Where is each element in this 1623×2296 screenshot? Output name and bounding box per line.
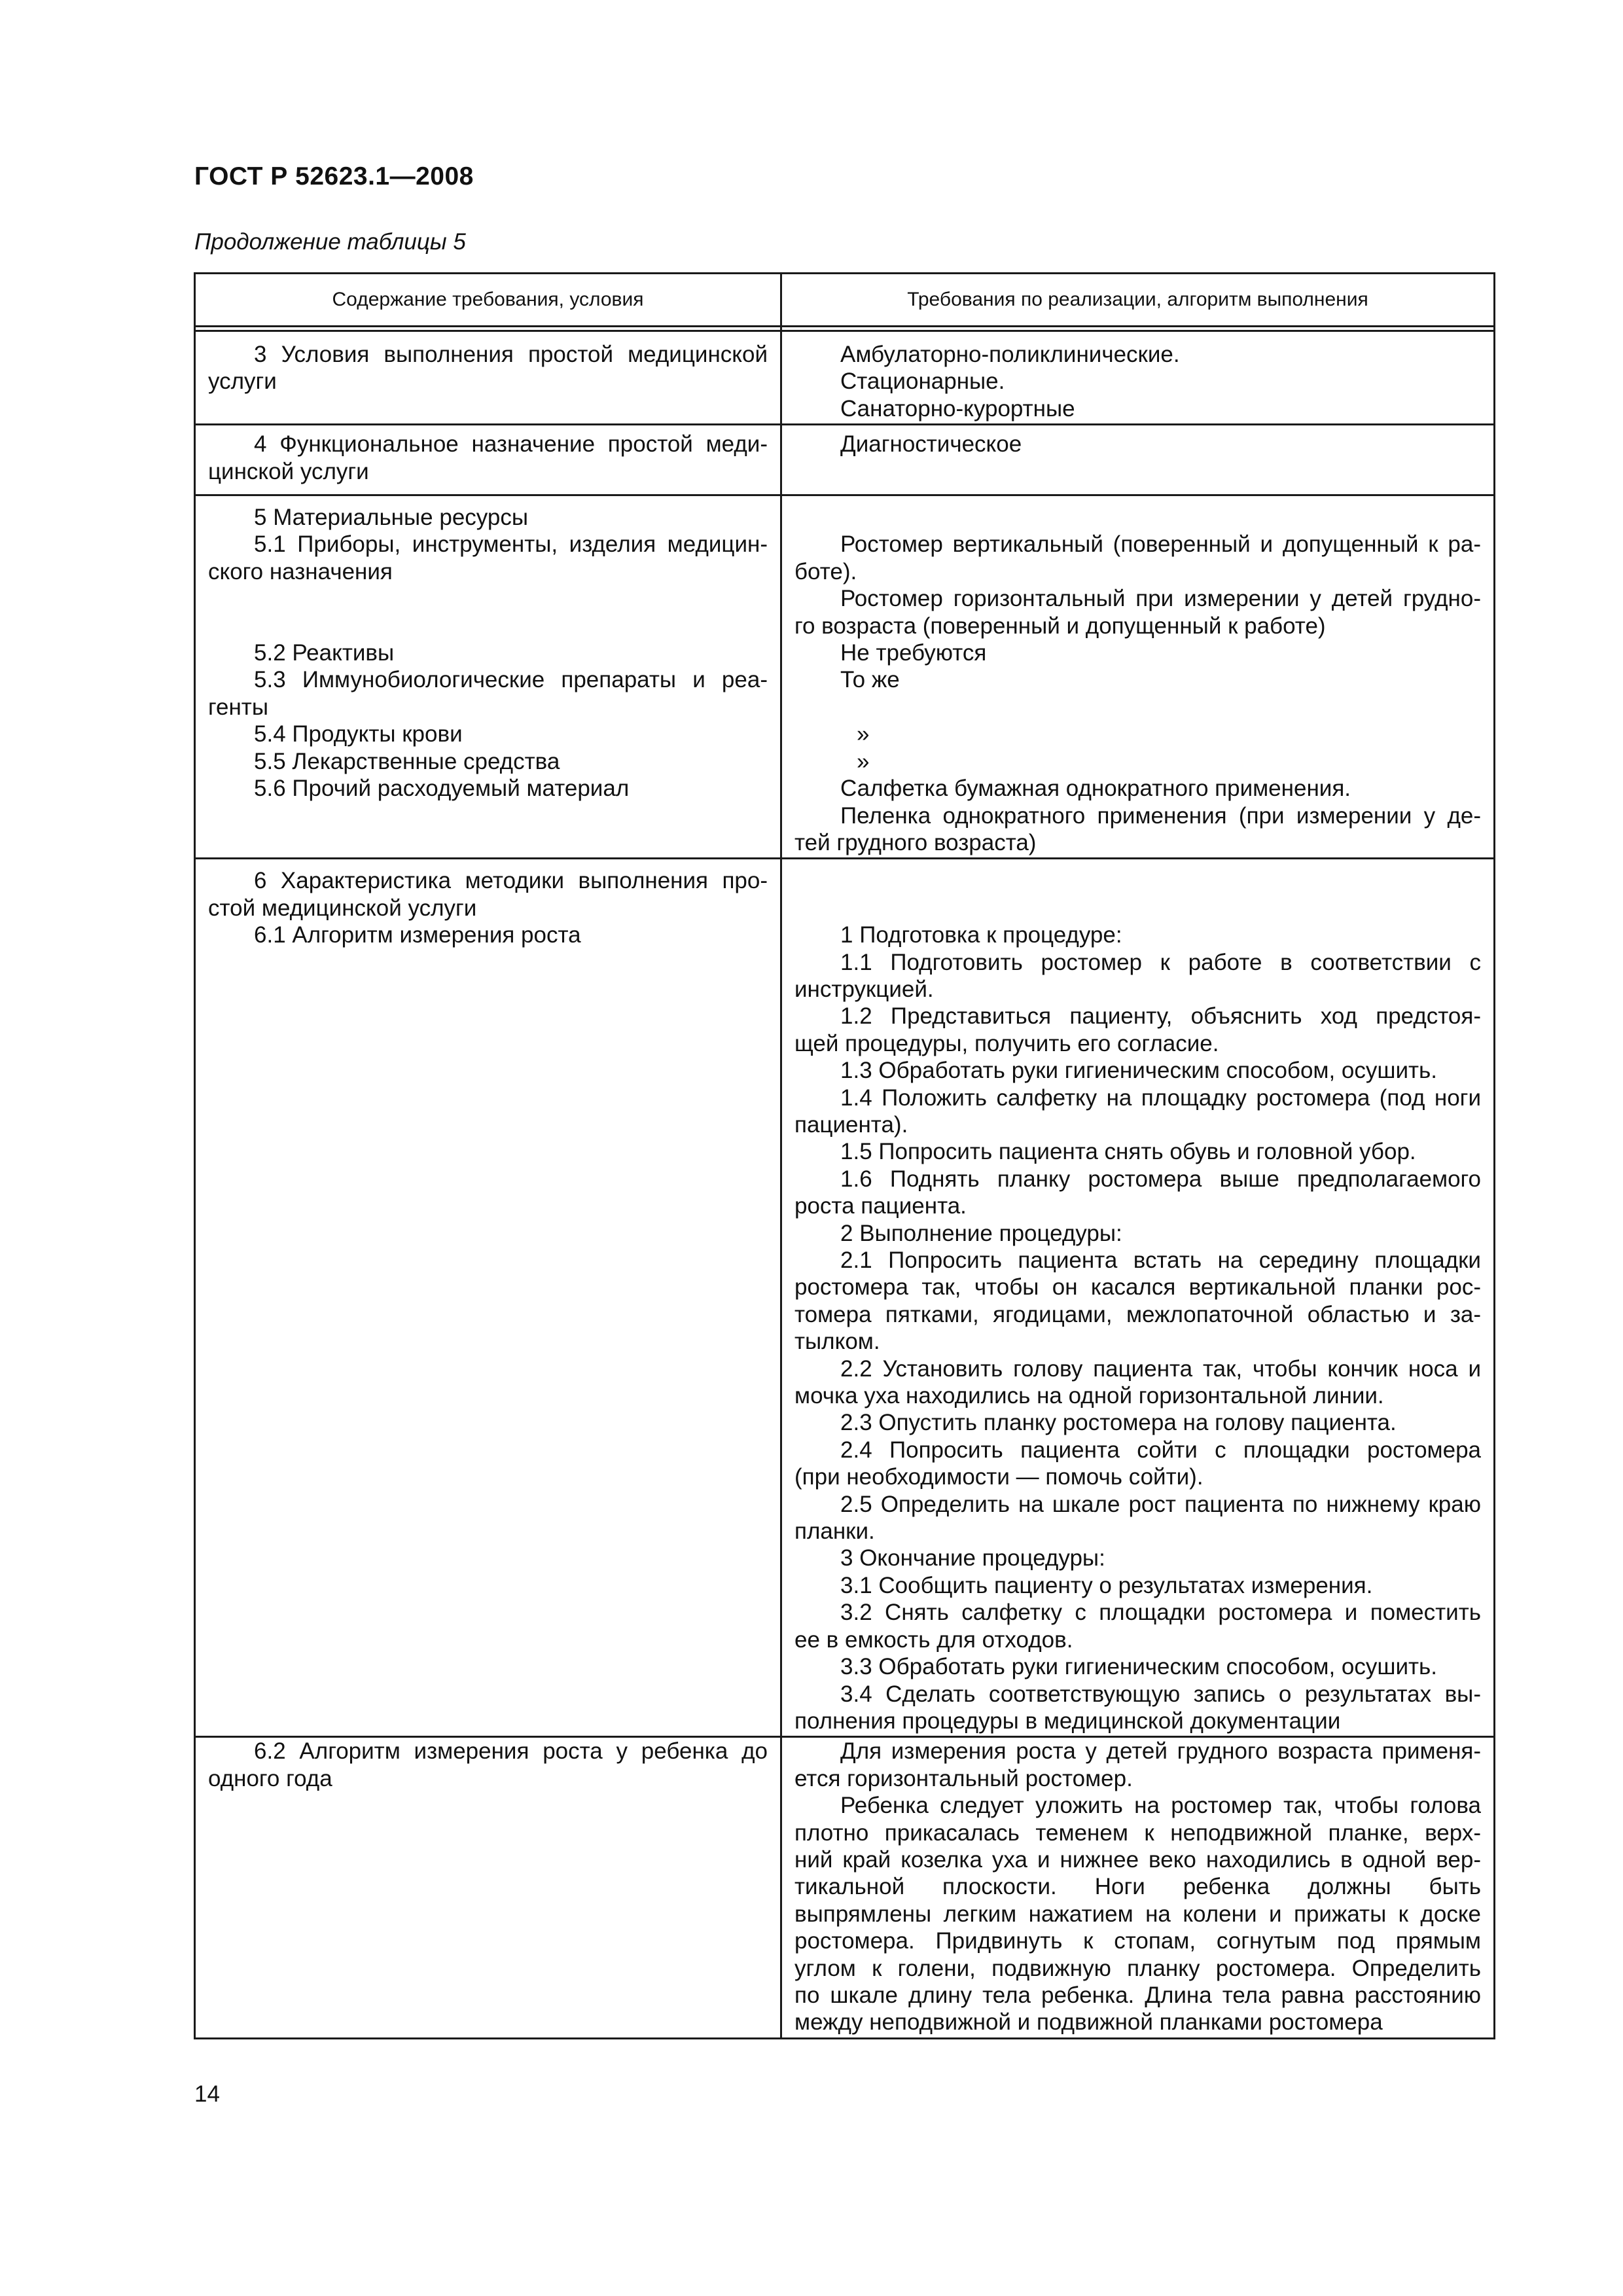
text-line — [794, 867, 1481, 894]
text-line: выпрямлены легким нажатием на колени и прижаты к доске — [794, 1901, 1481, 1927]
text-line: стой медицинской услуги — [208, 895, 477, 921]
implementation-cell — [781, 331, 1495, 425]
text-line: 5.6 Прочий расходуемый материал — [254, 776, 630, 802]
text-line: 6.1 Алгоритм измерения роста — [254, 922, 581, 948]
text-line: 1.3 Обработать руки гигиеническим способом, осушить. — [840, 1058, 1438, 1084]
table-header-row — [195, 274, 1495, 327]
text-line: То же — [840, 667, 900, 693]
text-line: ростомера. Придвинуть к стопам, согнутым под прямым — [794, 1928, 1481, 1954]
requirement-cell — [195, 1737, 781, 2038]
text-line: 1.5 Попросить пациента снять обувь и головной убор. — [840, 1139, 1416, 1165]
implementation-cell — [781, 1737, 1495, 2038]
text-line — [208, 613, 768, 639]
text-line: боте). — [794, 558, 857, 584]
text-line: 2.2 Установить голову пациента так, чтобы кончик носа и — [840, 1355, 1481, 1382]
text-line: тылком. — [794, 1329, 880, 1355]
text-line: 5.1 Приборы, инструменты, изделия медицин- — [254, 531, 768, 558]
table-caption: Продолжение таблицы 5 — [194, 229, 466, 255]
text-line: » — [857, 721, 870, 747]
text-line: 2 Выполнение процедуры: — [840, 1220, 1122, 1246]
page-number: 14 — [194, 2081, 220, 2107]
text-line: Санаторно-курортные — [840, 395, 1075, 422]
text-line: 6 Характеристика методики выполнения про- — [254, 868, 768, 894]
text-line: Ростомер вертикальный (поверенный и допущенный к ра- — [840, 531, 1481, 558]
text-line: Для измерения роста у детей грудного возраста применя- — [840, 1738, 1481, 1765]
text-line: 2.4 Попросить пациента сойти с площадки ростомера — [840, 1437, 1481, 1463]
text-line: 1.1 Подготовить ростомер к работе в соответствии с — [840, 949, 1481, 975]
text-line: 1.2 Представиться пациенту, объяснить ход предстоя- — [840, 1003, 1481, 1030]
implementation-cell — [781, 425, 1495, 495]
text-line: 3.1 Сообщить пациенту о результатах измерения. — [840, 1572, 1373, 1598]
text-line: (при необходимости — помочь сойти). — [794, 1464, 1204, 1490]
text-line: Диагностическое — [840, 431, 1022, 457]
text-line: между неподвижной и подвижной планками ростомера — [794, 2009, 1383, 2036]
table-row — [195, 495, 1495, 859]
text-line: пациента). — [794, 1111, 908, 1138]
text-line: генты — [208, 694, 268, 720]
text-line: одного года — [208, 1765, 332, 1791]
text-line: Амбулаторно-поликлинические. — [840, 342, 1180, 367]
text-line: Ребенка следует уложить на ростомер так, чтобы голова — [840, 1793, 1481, 1819]
text-line: 5 Материальные ресурсы — [254, 505, 529, 531]
text-line: 3 Условия выполнения простой медицинской — [254, 342, 768, 367]
text-line: 4 Функциональное назначение простой меди- — [254, 431, 768, 457]
text-line: полнения процедуры в медицинской документации — [794, 1708, 1341, 1734]
requirement-cell — [195, 425, 781, 495]
text-line: 2.5 Определить на шкале рост пациента по нижнему краю — [840, 1491, 1481, 1517]
text-line: Не требуются — [840, 640, 987, 666]
column-header-implementation: Требования по реализации, алгоритм выполнения — [781, 274, 1495, 327]
table-body — [195, 327, 1495, 2039]
text-line: Стационарные. — [840, 368, 1005, 395]
requirement-cell — [195, 331, 781, 425]
text-line: 3 Окончание процедуры: — [840, 1545, 1105, 1571]
text-line: ростомера так, чтобы он касался вертикальной планки рос- — [794, 1274, 1481, 1300]
text-line: плотно прикасалась теменем к неподвижной планке, верх- — [794, 1820, 1481, 1846]
text-line: 3.2 Снять салфетку с площадки ростомера и поместить — [840, 1600, 1481, 1626]
text-line: 3.3 Обработать руки гигиеническим способом, осушить. — [840, 1654, 1438, 1680]
text-line: 5.2 Реактивы — [254, 640, 395, 666]
text-line — [208, 585, 768, 612]
table-row — [195, 859, 1495, 1737]
text-line: щей процедуры, получить его согласие. — [794, 1030, 1219, 1056]
text-line: ний край козелка уха и нижнее веко находились в одной вер- — [794, 1846, 1481, 1873]
text-line: тей грудного возраста) — [794, 829, 1037, 855]
table-row — [195, 1737, 1495, 2038]
requirement-cell — [195, 859, 781, 1737]
text-line: ского назначения — [208, 558, 393, 584]
text-line: Пеленка однократного применения (при измерении у де- — [840, 802, 1481, 829]
text-line: планки. — [794, 1518, 875, 1545]
text-line: ее в емкость для отходов. — [794, 1626, 1073, 1653]
requirements-table — [194, 272, 1495, 2039]
text-line: 5.4 Продукты крови — [254, 721, 463, 747]
text-line: 6.2 Алгоритм измерения роста у ребенка до — [254, 1738, 768, 1765]
text-line: роста пациента. — [794, 1193, 967, 1219]
document-id: ГОСТ Р 52623.1—2008 — [194, 162, 474, 190]
text-line: 1 Подготовка к процедуре: — [840, 922, 1122, 948]
text-line: го возраста (поверенный и допущенный к работе) — [794, 613, 1326, 639]
text-line: услуги — [208, 368, 277, 395]
text-line: тикальной плоскости. Ноги ребенка должны быть — [794, 1874, 1481, 1900]
text-line: инструкцией. — [794, 976, 934, 1002]
text-line: Салфетка бумажная однократного применения. — [840, 776, 1351, 802]
text-line: 1.4 Положить салфетку на площадку ростомера (под ноги — [840, 1085, 1481, 1111]
text-line: томера пятками, ягодицами, межлопаточной областью и за- — [794, 1301, 1481, 1327]
separator-cell — [195, 327, 781, 331]
text-line: Ростомер горизонтальный при измерении у детей грудно- — [840, 586, 1481, 612]
text-line: ется горизонтальный ростомер. — [794, 1765, 1133, 1791]
text-line: » — [857, 748, 870, 774]
text-line — [794, 895, 1481, 922]
column-header-requirement: Содержание требования, условия — [195, 274, 781, 327]
text-line: мочка уха находились на одной горизонтальной линии. — [794, 1383, 1384, 1409]
text-line: углом к голени, подвижную планку ростомера. Определить — [794, 1955, 1481, 1981]
text-line: 3.4 Сделать соответствующую запись о результатах вы- — [840, 1681, 1481, 1707]
header-separator — [195, 327, 1495, 331]
table-row — [195, 331, 1495, 425]
text-line: по шкале длину тела ребенка. Длина тела равна расстоянию — [794, 1982, 1481, 2008]
text-line: 5.3 Иммунобиологические препараты и реа- — [254, 667, 768, 693]
table-row — [195, 425, 1495, 495]
text-line — [794, 504, 1481, 531]
text-line: 2.1 Попросить пациента встать на середину площадки — [840, 1247, 1481, 1273]
text-line: 2.3 Опустить планку ростомера на голову пациента. — [840, 1410, 1397, 1436]
text-line — [794, 694, 1481, 721]
separator-cell — [781, 327, 1495, 331]
requirement-cell — [195, 495, 781, 859]
implementation-cell — [781, 859, 1495, 1737]
implementation-cell — [781, 495, 1495, 859]
text-line: цинской услуги — [208, 458, 369, 484]
text-line: 1.6 Поднять планку ростомера выше предполагаемого — [840, 1166, 1481, 1192]
text-line: 5.5 Лекарственные средства — [254, 748, 560, 774]
